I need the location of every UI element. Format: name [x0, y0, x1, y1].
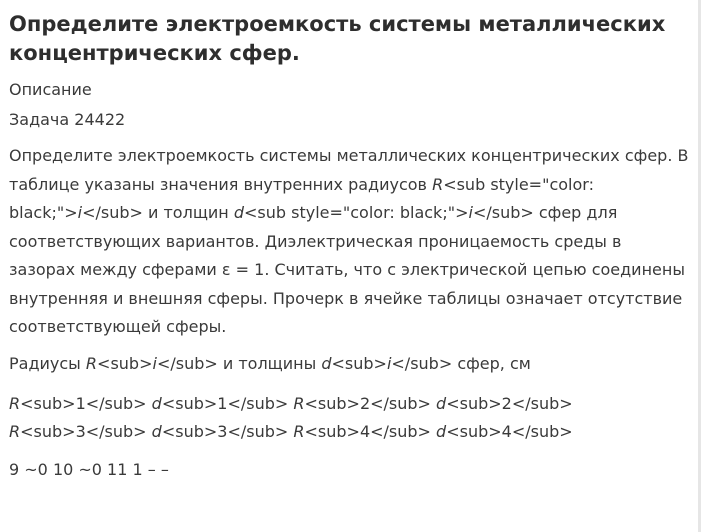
task-description: [9, 142, 689, 342]
col-d3-var: d: [151, 421, 162, 441]
var-r: R: [85, 353, 98, 373]
radii-heading: [9, 350, 694, 378]
body-text: </sub> и толщин: [82, 203, 234, 222]
var-d: d: [321, 353, 332, 373]
raw-sub-open: <sub>: [97, 353, 153, 373]
heading-text: </sub> сфер, см: [391, 353, 531, 373]
col-r3-var: R: [9, 421, 21, 441]
var-i: i: [77, 203, 83, 222]
col-d4-tail: <sub>4</sub>: [446, 421, 573, 441]
heading-text: </sub> и толщины: [156, 353, 322, 373]
col-d2-tail: <sub>2</sub>: [446, 393, 573, 413]
raw-sub-open: <sub style="color: black;">: [9, 174, 594, 222]
col-d2-var: d: [436, 393, 447, 413]
var-i: i: [468, 203, 473, 222]
task-number: Задача 24422: [9, 110, 126, 129]
col-r1-var: R: [9, 393, 21, 413]
var-i: i: [386, 353, 392, 373]
description-label: Описание: [9, 80, 92, 99]
raw-sub-open: <sub style="color: black;">: [244, 203, 469, 222]
raw-sub-open: <sub>: [331, 353, 387, 373]
col-d1-var: d: [151, 393, 162, 413]
col-d4-var: d: [436, 421, 447, 441]
col-r4-var: R: [293, 421, 305, 441]
col-r2-tail: <sub>2</sub>: [304, 393, 437, 413]
var-r: R: [432, 174, 444, 194]
col-d1-tail: <sub>1</sub>: [161, 393, 294, 413]
col-r2-var: R: [293, 393, 305, 413]
body-text: </sub> сфер для соответствующих вариантов. Диэлектрическая проницаемость среды в зазорах между сферами ε = 1. Считать, что с электрической цепью соединены внутренняя и внешняя сферы. Прочерк в ячейке таблицы означает отсутствие соответствующей сферы.: [9, 203, 685, 336]
task-title: Определите электроемкость системы металлических концентрических сфер.: [9, 12, 666, 65]
col-r3-tail: <sub>3</sub>: [20, 421, 152, 441]
var-i: i: [152, 353, 157, 373]
var-d: d: [233, 203, 244, 222]
table-row: 9 ~0 10 ~0 11 1 – –: [9, 459, 169, 479]
body-text: Определите электроемкость системы металлических концентрических сфер. В таблице указаны значения внутренних радиусов: [9, 146, 689, 194]
heading-text: Радиусы: [9, 353, 86, 373]
col-d3-tail: <sub>3</sub>: [161, 421, 294, 441]
col-r1-tail: <sub>1</sub>: [20, 393, 152, 413]
table-header-row: [9, 390, 689, 446]
col-r4-tail: <sub>4</sub>: [304, 421, 437, 441]
